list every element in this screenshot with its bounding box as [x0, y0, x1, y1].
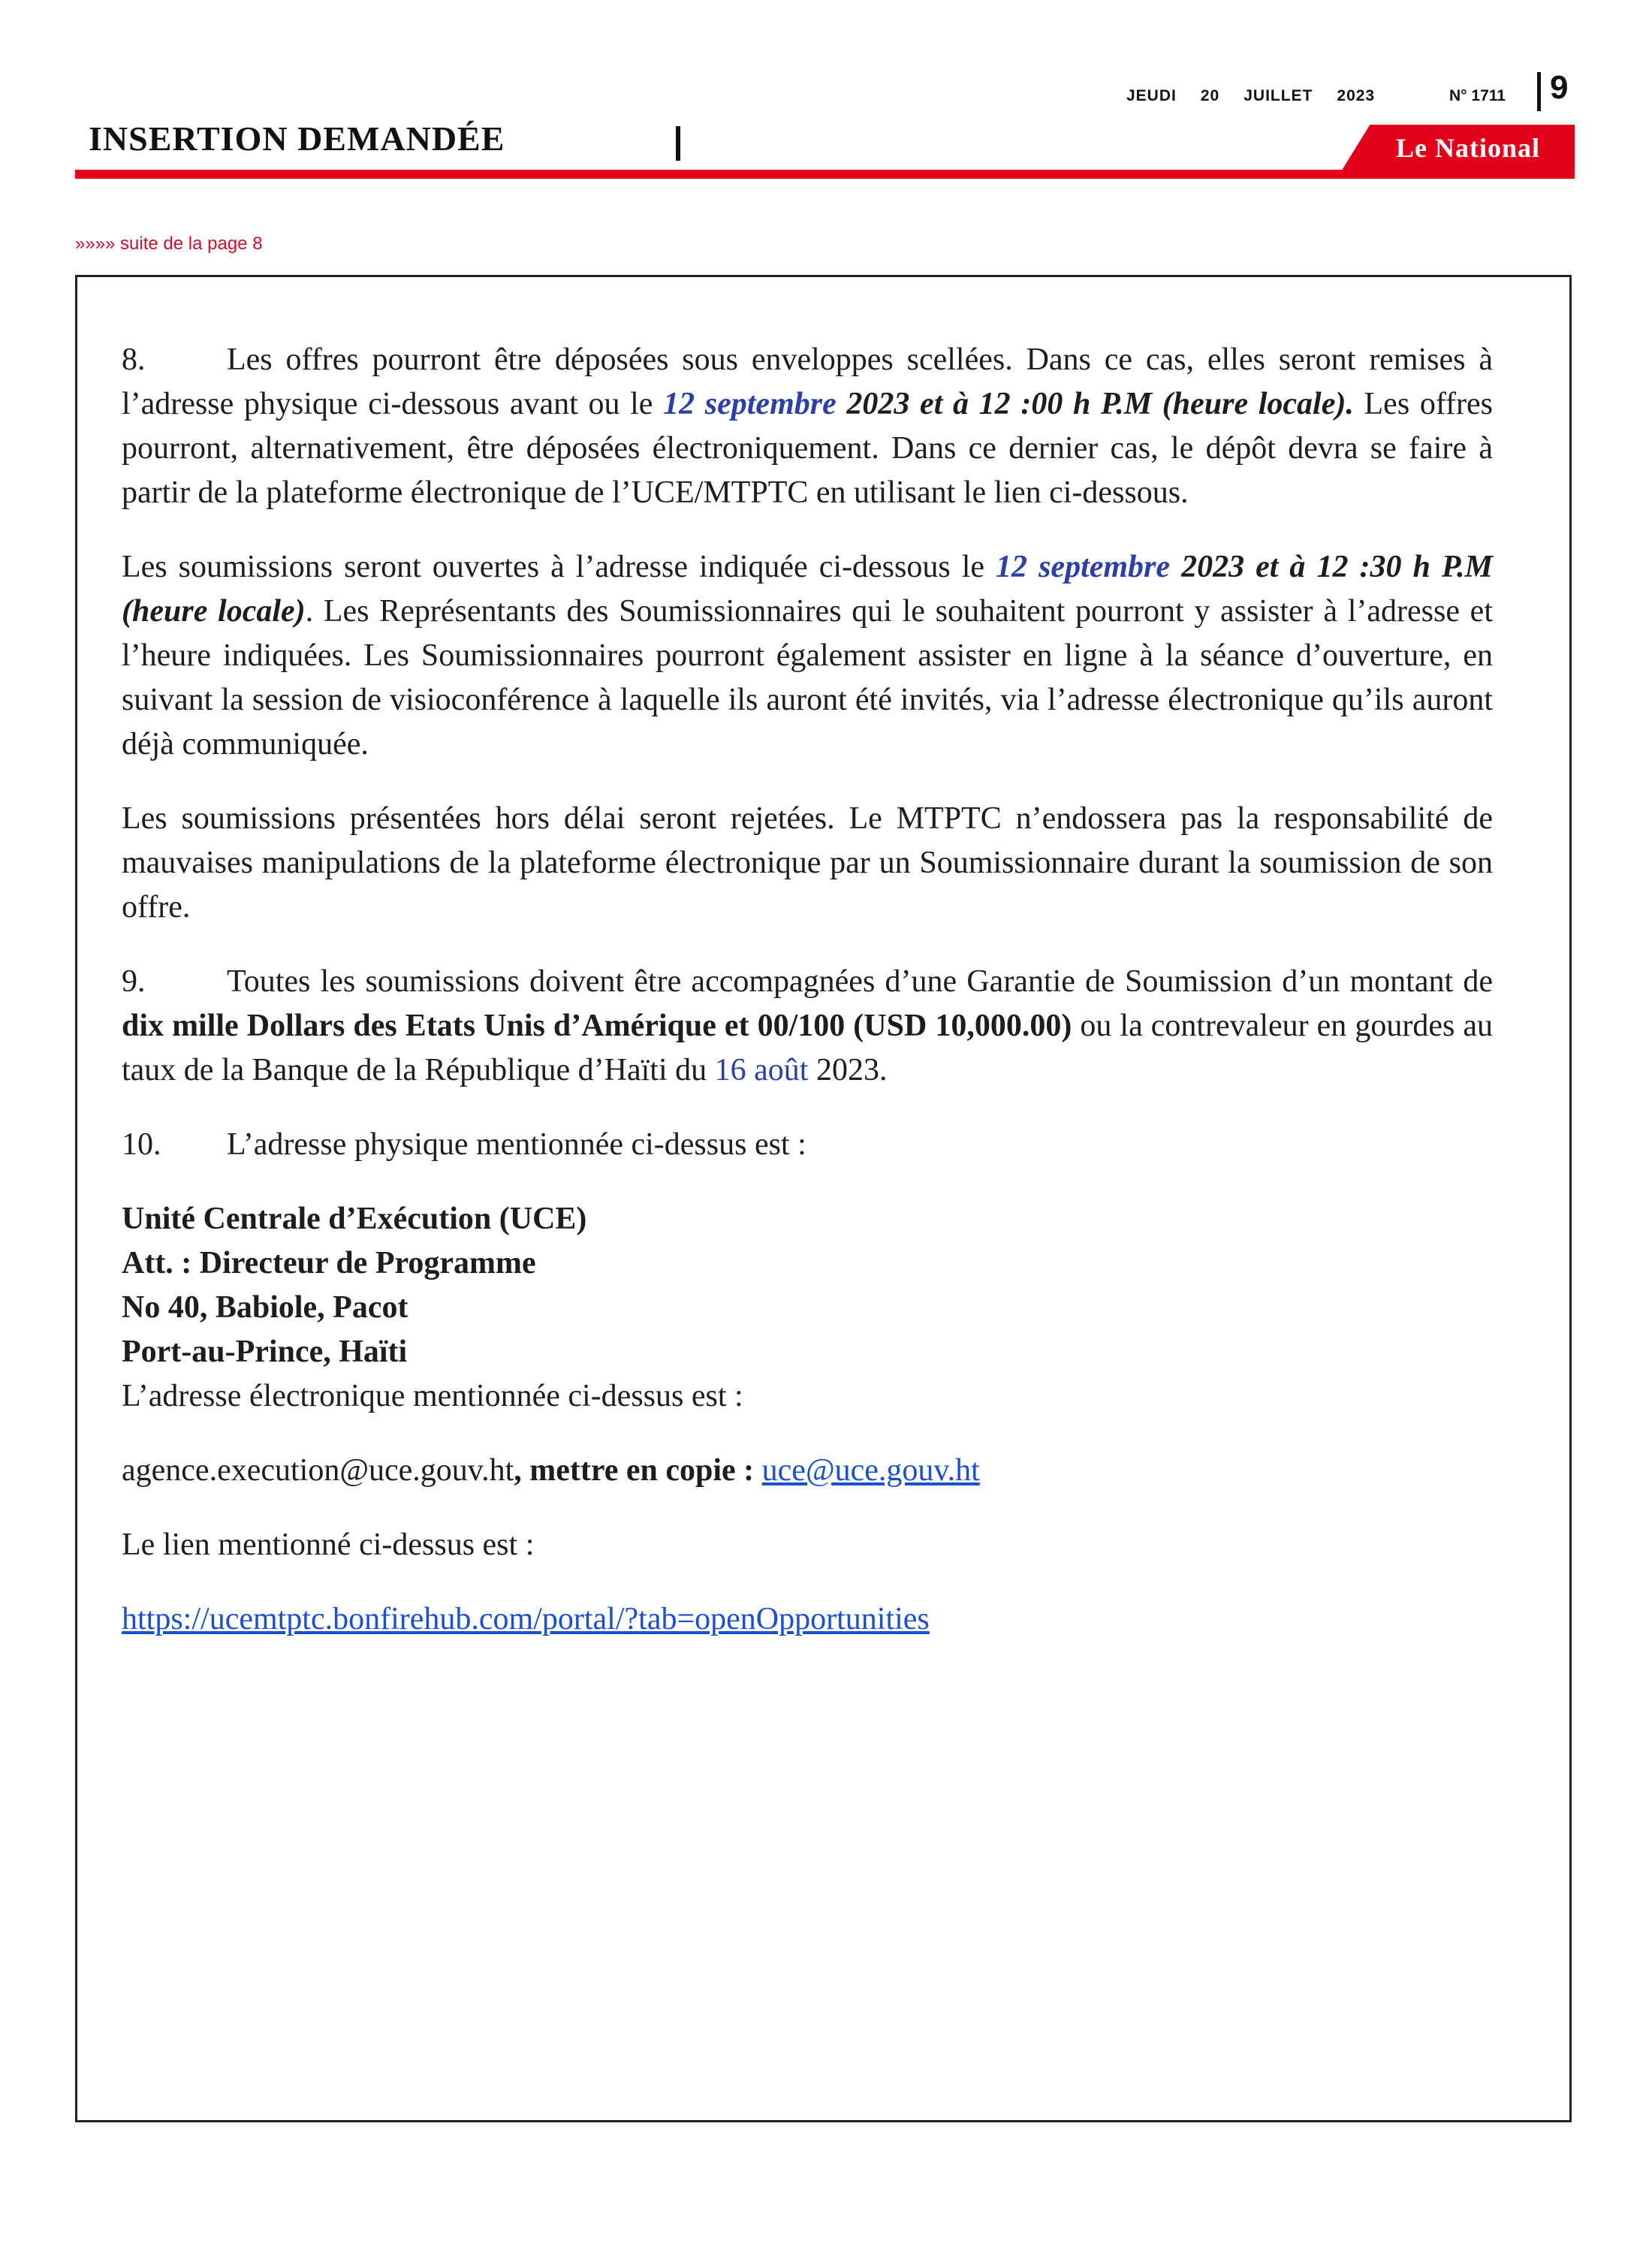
opening-time: 2023 et à 12 :30 h P.M (heure locale): [122, 550, 1493, 629]
paragraph-number: 9.: [122, 964, 146, 999]
paragraph-text: L’adresse physique mentionnée ci-dessus est :: [227, 1127, 806, 1162]
physical-address: [122, 1197, 1493, 1419]
copy-email-link[interactable]: uce@uce.gouv.ht: [761, 1453, 980, 1488]
email-intro: L’adresse électronique mentionnée ci-dessus est :: [122, 1379, 743, 1413]
notice-body: [122, 338, 1493, 1672]
newspaper-brand: Le National: [1395, 133, 1540, 163]
page-number-divider: [1537, 72, 1541, 111]
paragraph-text: . Les Représentants des Soumissionnaires qui le souhaitent pourront y assister à l’adresse et l’heure indiquées. Les Soumissionnaires pourront également assister en ligne à la séance d’ouverture, en suivant la session de visioconférence à laquelle ils auront été invités, via l’adresse électronique qu’ils auront déjà communiquée.: [122, 594, 1493, 762]
paragraph-number: 8.: [122, 342, 146, 377]
paragraph-text: Les offres pourront, alternativement, être déposées électroniquement. Dans ce dernier cas, le dépôt devra se faire à partir de la plateforme électronique de l’UCE/MTPTC en utilisant le lien ci-dessous.: [122, 387, 1494, 510]
continued-from-label: »»»» suite de la page 8: [75, 234, 263, 254]
address-line: Port-au-Prince, Haïti: [122, 1335, 408, 1369]
address-line: Att. : Directeur de Programme: [122, 1246, 536, 1280]
paragraph-text: ou la contrevaleur en gourdes au taux de la Banque de la République d’Haïti du: [122, 1009, 1493, 1087]
paragraph-text: Les soumissions présentées hors délai seront rejetées. Le MTPTC n’endossera pas la responsabilité de mauvaises manipulations de la plateforme électronique par un Soumissionnaire durant la soumission de son offre.: [122, 801, 1493, 924]
date-year: 2023: [1337, 87, 1376, 104]
section-title: INSERTION DEMANDÉE: [89, 119, 505, 158]
exchange-rate-date: 16 août: [714, 1053, 809, 1087]
paragraph-opening: [122, 545, 1493, 767]
email-line: [122, 1449, 1493, 1493]
paragraph-text: Les soumissions seront ouvertes à l’adresse indiquée ci-dessous le: [122, 550, 996, 584]
issue-number: N° 1711: [1449, 87, 1506, 104]
page-number: 9: [1550, 69, 1569, 106]
primary-email: agence.execution@uce.gouv.ht: [122, 1453, 514, 1488]
address-line: No 40, Babiole, Pacot: [122, 1290, 408, 1325]
paragraph-late-submissions: [122, 797, 1493, 930]
paragraph-number: 10.: [122, 1127, 161, 1162]
guarantee-amount: dix mille Dollars des Etats Unis d’Amérique et 00/100 (USD 10,000.00): [122, 1009, 1072, 1043]
opening-date: 12 septembre: [996, 550, 1171, 584]
date-num: 20: [1200, 87, 1220, 104]
paragraph-text: 2023.: [808, 1053, 888, 1087]
dateline: [1126, 87, 1399, 105]
date-month: JUILLET: [1244, 87, 1313, 104]
paragraph-8: [122, 338, 1493, 515]
copy-label: , mettre en copie :: [514, 1453, 762, 1488]
paragraph-10: [122, 1123, 1493, 1167]
paragraph-text: Toutes les soumissions doivent être accompagnées d’une Garantie de Soumission d’un montant de: [227, 964, 1493, 999]
title-divider: [676, 126, 680, 161]
paragraph-text: Les offres pourront être déposées sous enveloppes scellées. Dans ce cas, elles seront remises à l’adresse physique ci-dessous avant ou le: [122, 342, 1493, 421]
date-day: JEUDI: [1126, 87, 1177, 104]
address-line: Unité Centrale d’Exécution (UCE): [122, 1202, 587, 1236]
header-rule: [75, 170, 1575, 179]
portal-link[interactable]: https://ucemtptc.bonfirehub.com/portal/?tab=openOpportunities: [122, 1602, 930, 1636]
deadline-date: 12 septembre: [663, 387, 837, 421]
deadline-time: 2023 et à 12 :00 h P.M (heure locale).: [836, 387, 1354, 421]
portal-link-line: [122, 1597, 1493, 1642]
paragraph-9: [122, 960, 1493, 1093]
link-intro: Le lien mentionné ci-dessus est :: [122, 1528, 535, 1562]
